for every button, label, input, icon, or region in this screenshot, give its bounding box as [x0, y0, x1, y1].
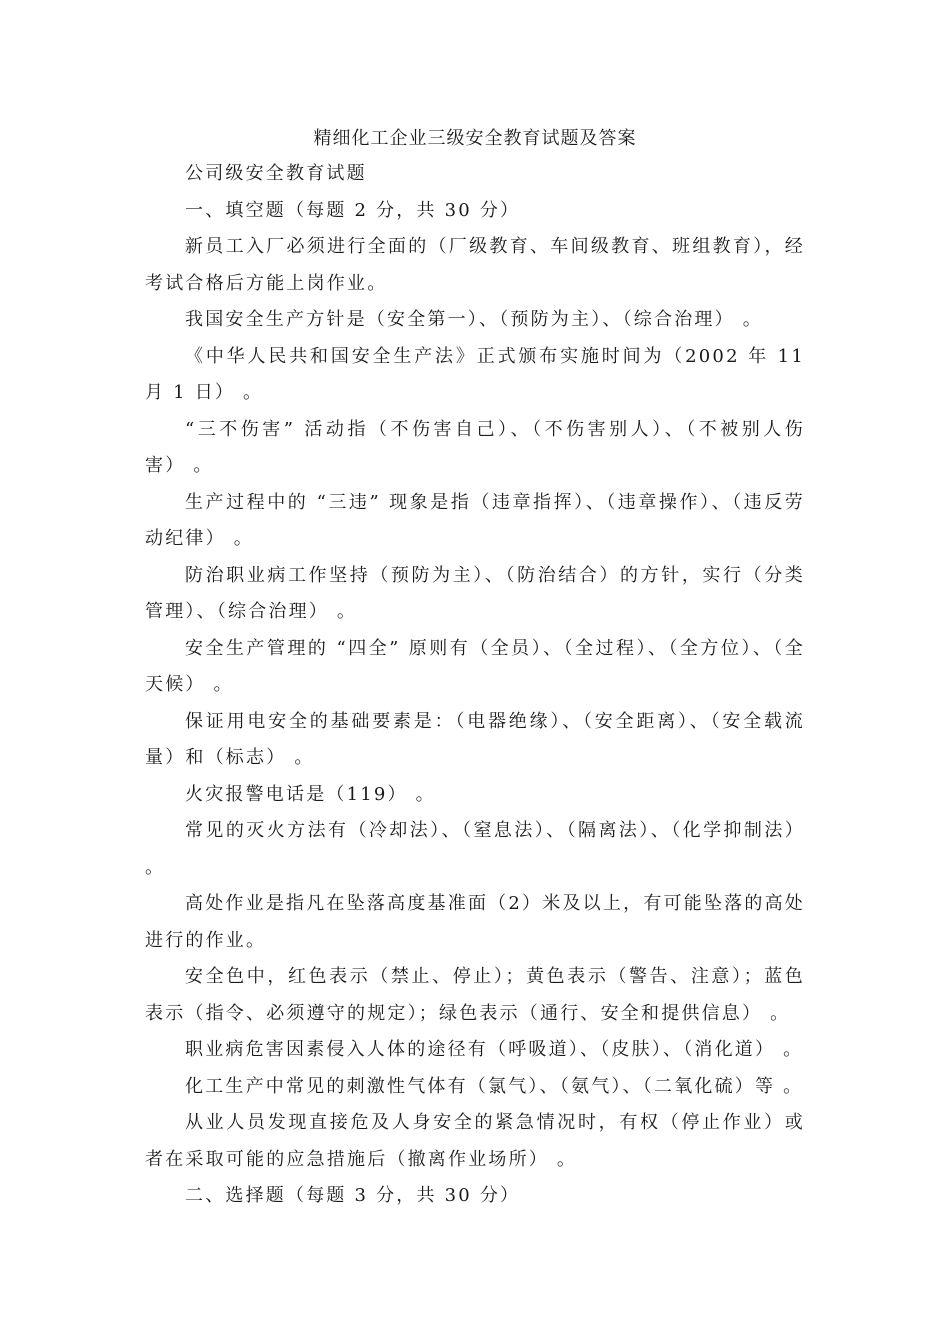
section-heading: 公司级安全教育试题 — [185, 163, 367, 184]
question-item: 防治职业病工作坚持（预防为主）、（防治结合）的方针，实行（分类管理）、（综合治理） 。 — [145, 564, 805, 622]
question-item: 安全生产管理的 “四全” 原则有（全员）、（全过程）、（全方位）、（全天候） 。 — [145, 637, 805, 695]
question-item: 我国安全生产方针是（安全第一）、（预防为主）、（综合治理） 。 — [185, 309, 763, 330]
question-item: 安全色中，红色表示（禁止、停止）；黄色表示（警告、注意）；蓝色表示（指令、必须遵守的规定）；绿色表示（通行、安全和提供信息） 。 — [145, 966, 805, 1024]
question-item: 生产过程中的 “三违” 现象是指（违章指挥）、（违章操作）、（违反劳动纪律） 。 — [145, 491, 805, 549]
question-item: 常见的灭火方法有（冷却法）、（窒息法）、（隔离法）、（化学抑制法） 。 — [145, 820, 805, 878]
question-item: 《中华人民共和国安全生产法》正式颁布实施时间为（2002 年 11 月 1 日） 。 — [145, 345, 805, 403]
question-item: 火灾报警电话是（119） 。 — [185, 783, 436, 805]
question-item: 从业人员发现直接危及人身安全的紧急情况时，有权（停止作业）或者在采取可能的应急措施后（撤离作业场所） 。 — [145, 1112, 805, 1170]
question-item: 化工生产中常见的刺激性气体有（氯气）、（氨气）、（二氧化硫）等 。 — [185, 1075, 804, 1097]
document-title: 精细化工企业三级安全教育试题及答案 — [313, 128, 637, 149]
section-heading: 二、选择题（每题 3 分，共 30 分） — [185, 1185, 521, 1206]
document-body — [145, 156, 805, 1215]
question-item: “三不伤害” 活动指（不伤害自己）、（不伤害别人）、（不被别人伤害） 。 — [145, 418, 805, 476]
section-heading: 一、填空题（每题 2 分，共 30 分） — [185, 199, 521, 221]
question-item: 保证用电安全的基础要素是：（电器绝缘）、（安全距离）、（安全载流量）和（标志） 。 — [145, 710, 805, 768]
question-item: 新员工入厂必须进行全面的（厂级教育、车间级教育、班组教育），经考试合格后方能上岗作业。 — [145, 236, 805, 294]
question-item: 职业病危害因素侵入人体的途径有（呼吸道）、（皮肤）、（消化道） 。 — [185, 1039, 804, 1060]
question-item: 高处作业是指凡在坠落高度基准面（2）米及以上，有可能坠落的高处进行的作业。 — [145, 893, 805, 951]
